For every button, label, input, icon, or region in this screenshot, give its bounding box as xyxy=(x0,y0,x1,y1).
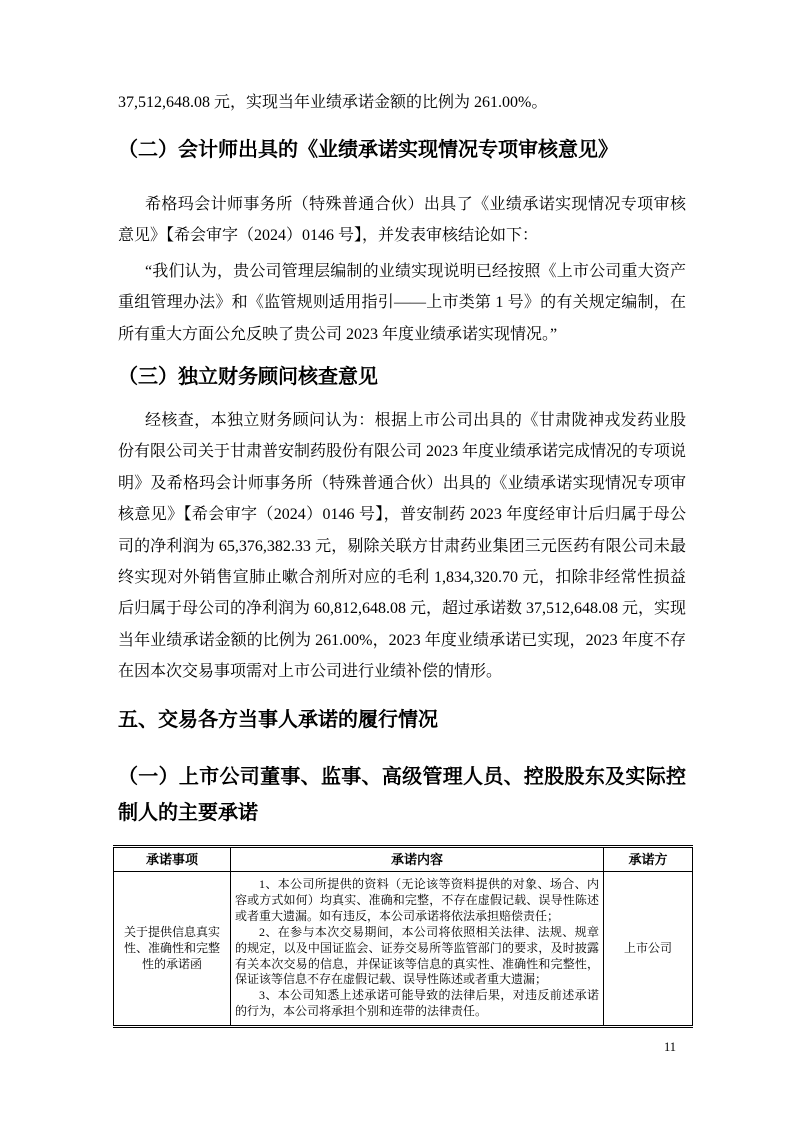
heading-chapter-5: 五、交易各方当事人承诺的履行情况 xyxy=(118,709,438,731)
cell-commitment-party: 上市公司 xyxy=(604,872,693,1027)
commitment-clause-3: 3、本公司知悉上述承诺可能导致的法律后果，对违反前述承诺的行为，本公司将承担个别和连带的法律责任。 xyxy=(235,988,599,1019)
paragraph-advisor-opinion: 经核查，本独立财务顾问认为：根据上市公司出具的《甘肃陇神戎发药业股份有限公司关于甘肃普安制药股份有限公司 2023 年度业绩承诺完成情况的专项说明》及希格玛会计师事务所（特殊普通合伙）出具的《业绩承诺实现情况专项审核意见》【希会审字（2024）0146 号】，普安制药 2023 年度经审计后归属于母公司的净利润为 65,376,382.33 元，剔除关联方甘肃药业集团三元医药有限公司未最终实现对外销售宣肺止嗽合剂所对应的毛利 1,834,320.70 元，扣除非经常性损益后归属于母公司的净利润为 60,812,648.08 元，超过承诺数 37,512,648.08 元，实现当年业绩承诺金额的比例为 261.00%，2023 年度业绩承诺已实现，2023 年度不存在因本次交易事项需对上市公司进行业绩补偿的情形。 xyxy=(118,412,687,681)
heading-section-3: （三）独立财务顾问核查意见 xyxy=(118,366,378,388)
col-header-commitment-party: 承诺方 xyxy=(604,847,693,872)
col-header-commitment-content: 承诺内容 xyxy=(231,847,604,872)
col-header-commitment-item: 承诺事项 xyxy=(114,847,231,872)
paragraph-audit-conclusion: “我们认为，贵公司管理层编制的业绩实现说明已经按照《上市公司重大资产重组管理办法》和《监管规则适用指引——上市类第 1 号》的有关规定编制，在所有重大方面公允反映了贵公司 2023 年度业绩承诺实现情况。” xyxy=(118,263,686,343)
paragraph-auditor-report: 希格玛会计师事务所（特殊普通合伙）出具了《业绩承诺实现情况专项审核意见》【希会审字（2024）0146 号】，并发表审核结论如下： xyxy=(118,196,686,245)
heading-section-2: （二）会计师出具的《业绩承诺实现情况专项审核意见》 xyxy=(118,139,618,161)
commitment-clause-1: 1、本公司所提供的资料（无论该等资料提供的对象、场合、内容或方式如何）均真实、准确和完整，不存在虚假记载、误导性陈述或者重大遗漏。如有违反，本公司承诺将依法承担赔偿责任； xyxy=(235,877,599,923)
table-header-row xyxy=(114,847,693,872)
table-row xyxy=(114,872,693,1027)
page-number: 11 xyxy=(663,1040,676,1054)
heading-section-5-1: （一）上市公司董事、监事、高级管理人员、控股股东及实际控制人的主要承诺 xyxy=(118,766,686,824)
cell-commitment-item: 关于提供信息真实性、准确性和完整性的承诺函 xyxy=(114,872,231,1027)
paragraph-continued: 37,512,648.08 元，实现当年业绩承诺金额的比例为 261.00%。 xyxy=(118,94,548,111)
commitment-clause-2: 2、在参与本次交易期间，本公司将依照相关法律、法规、规章的规定，以及中国证监会、证券交易所等监管部门的要求，及时披露有关本次交易的信息，并保证该等信息的真实性、准确性和完整性，保证该等信息不存在虚假记载、误导性陈述或者重大遗漏； xyxy=(235,924,599,987)
cell-commitment-content xyxy=(231,872,604,1027)
commitments-table xyxy=(113,845,693,1028)
